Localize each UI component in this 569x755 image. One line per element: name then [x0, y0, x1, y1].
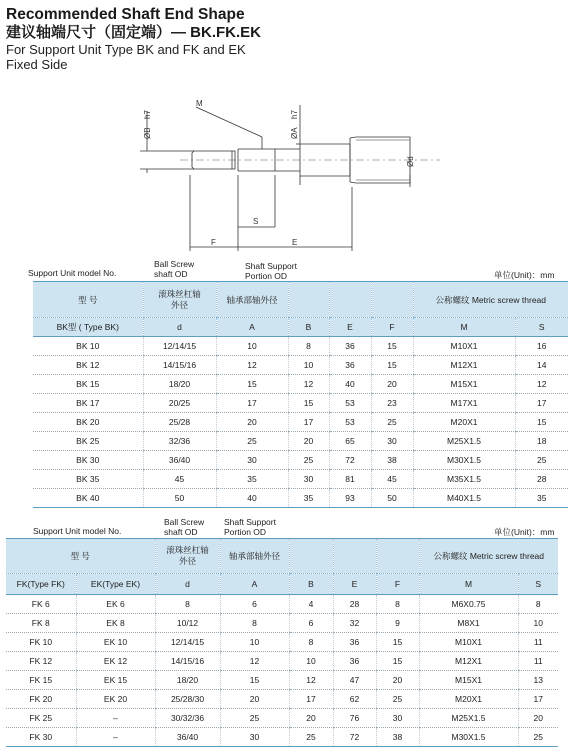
t1-col-d: d	[143, 318, 216, 337]
cell-d: 50	[143, 489, 216, 508]
cell-a: 8	[220, 614, 289, 633]
cell-b: 15	[288, 394, 329, 413]
t1-col-e: E	[329, 318, 371, 337]
t2-ball-screw-label: Ball Screw shaft OD	[164, 517, 205, 537]
cell-a: 25	[216, 432, 288, 451]
bk-spec-table	[33, 281, 568, 508]
cell-a: 10	[216, 337, 288, 356]
cell-a: 6	[220, 595, 289, 614]
cell-fk: FK 30	[6, 728, 76, 747]
cell-ek: EK 20	[76, 690, 155, 709]
cell-s: 20	[518, 709, 558, 728]
t1-header-row-1	[33, 282, 568, 318]
cell-m: M15X1	[413, 375, 515, 394]
t1-unit-label: 单位(Unit)：mm	[494, 270, 555, 280]
cell-m: M20X1	[413, 413, 515, 432]
table-row	[33, 470, 568, 489]
t2-col-f: F	[376, 574, 419, 595]
cell-s: 11	[518, 633, 558, 652]
cell-fk: FK 25	[6, 709, 76, 728]
cell-model: BK 12	[33, 356, 143, 375]
cell-b: 8	[289, 633, 333, 652]
t2-col-e: E	[333, 574, 376, 595]
cell-b: 17	[288, 413, 329, 432]
cell-a: 12	[216, 356, 288, 375]
cell-f: 30	[376, 709, 419, 728]
table-row	[6, 690, 558, 709]
h7-label-right: h7	[290, 110, 299, 119]
table-row	[6, 633, 558, 652]
cell-d: 8	[155, 595, 220, 614]
cell-a: 30	[216, 451, 288, 470]
table-row	[33, 432, 568, 451]
page-subtitle-en-line1: For Support Unit Type BK and FK and EK	[6, 42, 246, 57]
t2-support-label: Shaft Support Portion OD	[224, 517, 276, 537]
shaft-end-drawing	[0, 95, 569, 260]
cell-ek: EK 6	[76, 595, 155, 614]
t1-body	[33, 337, 568, 508]
cell-d: 18/20	[143, 375, 216, 394]
cell-e: 36	[333, 652, 376, 671]
cell-f: 9	[376, 614, 419, 633]
table-row	[6, 614, 558, 633]
cell-fk: FK 20	[6, 690, 76, 709]
t2-model-header: 型 号	[6, 539, 155, 574]
cell-a: 15	[216, 375, 288, 394]
cell-f: 20	[371, 375, 413, 394]
cell-b: 20	[288, 432, 329, 451]
table-row	[6, 652, 558, 671]
cell-f: 15	[376, 633, 419, 652]
cell-m: M25X1.5	[419, 709, 518, 728]
t1-model-header: 型 号	[33, 282, 143, 318]
t1-col-b: B	[288, 318, 329, 337]
cell-m: M25X1.5	[413, 432, 515, 451]
cell-s: 17	[518, 690, 558, 709]
page-title: Recommended Shaft End Shape	[6, 6, 245, 23]
cell-s: 13	[518, 671, 558, 690]
cell-d: 10/12	[155, 614, 220, 633]
cell-e: 40	[329, 375, 371, 394]
table-row	[33, 394, 568, 413]
cell-m: M8X1	[419, 614, 518, 633]
cell-ek: EK 8	[76, 614, 155, 633]
t1-ball-screw-label: Ball Screw shaft OD	[154, 259, 195, 279]
cell-e: 36	[333, 633, 376, 652]
cell-f: 15	[371, 337, 413, 356]
cell-a: 25	[220, 709, 289, 728]
title-block	[6, 6, 546, 72]
cell-b: 8	[288, 337, 329, 356]
cell-a: 40	[216, 489, 288, 508]
fk-ek-spec-table	[6, 538, 558, 747]
cell-d: 14/15/16	[143, 356, 216, 375]
cell-e: 65	[329, 432, 371, 451]
cell-s: 35	[515, 489, 568, 508]
cell-m: M40X1.5	[413, 489, 515, 508]
cell-f: 50	[371, 489, 413, 508]
cell-s: 25	[515, 451, 568, 470]
cell-m: M10X1	[413, 337, 515, 356]
cell-f: 20	[376, 671, 419, 690]
cell-model: BK 17	[33, 394, 143, 413]
t1-model-label: Support Unit model No.	[28, 268, 117, 278]
cell-d: 36/40	[143, 451, 216, 470]
t1-d-cn-header: 滚珠丝杠轴外径	[143, 282, 216, 318]
cell-s: 28	[515, 470, 568, 489]
cell-model: BK 20	[33, 413, 143, 432]
cell-f: 30	[371, 432, 413, 451]
cell-m: M35X1.5	[413, 470, 515, 489]
cell-e: 72	[329, 451, 371, 470]
cell-ek: –	[76, 728, 155, 747]
M-label: M	[196, 99, 203, 108]
dB-label: ØB	[143, 127, 152, 139]
cell-ek: –	[76, 709, 155, 728]
cell-m: M12X1	[419, 652, 518, 671]
cell-e: 47	[333, 671, 376, 690]
dimension-lines	[140, 105, 410, 251]
cell-s: 18	[515, 432, 568, 451]
cell-d: 18/20	[155, 671, 220, 690]
t2-model-label: Support Unit model No.	[33, 526, 122, 536]
cell-model: BK 35	[33, 470, 143, 489]
cell-f: 15	[371, 356, 413, 375]
t2-col-b: B	[289, 574, 333, 595]
cell-d: 25/28	[143, 413, 216, 432]
t1-col-model: BK型 ( Type BK)	[33, 318, 143, 337]
cell-b: 10	[289, 652, 333, 671]
cell-m: M12X1	[413, 356, 515, 375]
cell-ek: EK 12	[76, 652, 155, 671]
F-label: F	[211, 238, 216, 247]
cell-m: M20X1	[419, 690, 518, 709]
cell-s: 12	[515, 375, 568, 394]
dd-label: Ød	[406, 156, 415, 167]
cell-d: 25/28/30	[155, 690, 220, 709]
cell-ek: EK 10	[76, 633, 155, 652]
cell-a: 17	[216, 394, 288, 413]
cell-d: 20/25	[143, 394, 216, 413]
cell-model: BK 30	[33, 451, 143, 470]
table-row	[33, 337, 568, 356]
cell-model: BK 10	[33, 337, 143, 356]
cell-model: BK 40	[33, 489, 143, 508]
cell-d: 12/14/15	[143, 337, 216, 356]
cell-m: M6X0.75	[419, 595, 518, 614]
table-row	[33, 489, 568, 508]
t2-col-s: S	[518, 574, 558, 595]
t1-a-cn-header: 轴承部轴外径	[216, 282, 288, 318]
cell-e: 76	[333, 709, 376, 728]
t2-thread-header: 公称螺纹 Metric screw thread	[419, 539, 558, 574]
cell-e: 36	[329, 337, 371, 356]
cell-a: 15	[220, 671, 289, 690]
table-row	[6, 709, 558, 728]
cell-s: 25	[518, 728, 558, 747]
cell-m: M17X1	[413, 394, 515, 413]
t2-d-cn-header: 滚珠丝杠轴外径	[155, 539, 220, 574]
cell-fk: FK 10	[6, 633, 76, 652]
t1-col-a: A	[216, 318, 288, 337]
cell-e: 93	[329, 489, 371, 508]
cell-fk: FK 8	[6, 614, 76, 633]
cell-a: 30	[220, 728, 289, 747]
cell-a: 35	[216, 470, 288, 489]
cell-e: 36	[329, 356, 371, 375]
t2-col-fk: FK(Type FK)	[6, 574, 76, 595]
table-row	[6, 671, 558, 690]
table-row	[33, 356, 568, 375]
dA-label: ØA	[290, 127, 299, 139]
cell-f: 25	[371, 413, 413, 432]
t2-col-ek: EK(Type EK)	[76, 574, 155, 595]
cell-f: 38	[376, 728, 419, 747]
cell-s: 10	[518, 614, 558, 633]
table-row	[33, 451, 568, 470]
cell-f: 8	[376, 595, 419, 614]
t2-a-cn-header: 轴承部轴外径	[220, 539, 289, 574]
cell-b: 6	[289, 614, 333, 633]
t1-support-label: Shaft Support Portion OD	[245, 261, 297, 281]
cell-e: 53	[329, 413, 371, 432]
cell-fk: FK 12	[6, 652, 76, 671]
t2-col-m: M	[419, 574, 518, 595]
t1-col-m: M	[413, 318, 515, 337]
cell-b: 25	[288, 451, 329, 470]
cell-e: 32	[333, 614, 376, 633]
cell-b: 30	[288, 470, 329, 489]
cell-d: 30/32/36	[155, 709, 220, 728]
table-row	[6, 595, 558, 614]
t2-col-d: d	[155, 574, 220, 595]
table-row	[6, 728, 558, 747]
cell-a: 12	[220, 652, 289, 671]
cell-m: M10X1	[419, 633, 518, 652]
cell-fk: FK 6	[6, 595, 76, 614]
cell-e: 72	[333, 728, 376, 747]
cell-d: 14/15/16	[155, 652, 220, 671]
cell-b: 12	[289, 671, 333, 690]
cell-e: 62	[333, 690, 376, 709]
cell-s: 14	[515, 356, 568, 375]
cell-b: 25	[289, 728, 333, 747]
cell-e: 53	[329, 394, 371, 413]
cell-fk: FK 15	[6, 671, 76, 690]
table-row	[33, 375, 568, 394]
t2-body	[6, 595, 558, 747]
cell-s: 17	[515, 394, 568, 413]
cell-a: 20	[216, 413, 288, 432]
cell-a: 10	[220, 633, 289, 652]
t1-col-s: S	[515, 318, 568, 337]
cell-ek: EK 15	[76, 671, 155, 690]
cell-f: 45	[371, 470, 413, 489]
page-subtitle-cn: 建议轴端尺寸（固定端）— BK.FK.EK	[6, 24, 262, 41]
cell-s: 15	[515, 413, 568, 432]
t1-header-row-2	[33, 318, 568, 337]
cell-f: 25	[376, 690, 419, 709]
cell-m: M30X1.5	[419, 728, 518, 747]
cell-s: 8	[518, 595, 558, 614]
t2-header-row-1	[6, 539, 558, 574]
cell-model: BK 15	[33, 375, 143, 394]
t1-thread-header: 公称螺纹 Metric screw thread	[413, 282, 568, 318]
h7-label-left: h7	[143, 110, 152, 119]
cell-a: 20	[220, 690, 289, 709]
table-row	[33, 413, 568, 432]
cell-d: 36/40	[155, 728, 220, 747]
cell-s: 16	[515, 337, 568, 356]
cell-e: 28	[333, 595, 376, 614]
cell-model: BK 25	[33, 432, 143, 451]
cell-e: 81	[329, 470, 371, 489]
cell-b: 4	[289, 595, 333, 614]
cell-f: 38	[371, 451, 413, 470]
t1-col-f: F	[371, 318, 413, 337]
S-label: S	[253, 217, 259, 226]
t2-col-a: A	[220, 574, 289, 595]
page-subtitle-en-line2: Fixed Side	[6, 57, 68, 72]
t2-unit-label: 单位(Unit)：mm	[494, 527, 555, 537]
cell-m: M30X1.5	[413, 451, 515, 470]
E-label: E	[292, 238, 298, 247]
cell-d: 32/36	[143, 432, 216, 451]
cell-d: 45	[143, 470, 216, 489]
cell-b: 10	[288, 356, 329, 375]
cell-d: 12/14/15	[155, 633, 220, 652]
cell-b: 17	[289, 690, 333, 709]
t2-header-row-2	[6, 574, 558, 595]
cell-b: 12	[288, 375, 329, 394]
cell-s: 11	[518, 652, 558, 671]
cell-b: 35	[288, 489, 329, 508]
cell-b: 20	[289, 709, 333, 728]
cell-m: M15X1	[419, 671, 518, 690]
cell-f: 23	[371, 394, 413, 413]
cell-f: 15	[376, 652, 419, 671]
